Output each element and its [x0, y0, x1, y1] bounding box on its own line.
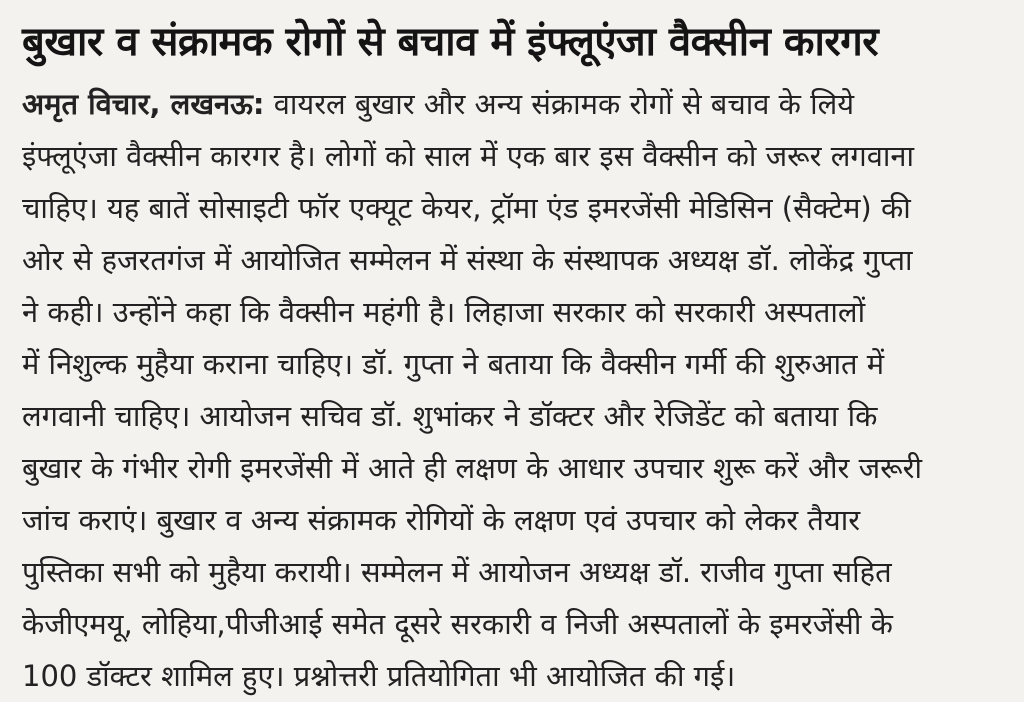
article-headline: बुखार व संक्रामक रोगों से बचाव में इंफ्लूएंजा वैक्सीन कारगर: [22, 19, 879, 65]
article-line-4: ओर से हजरतगंज में आयोजित सम्मेलन में संस्था के संस्थापक अध्यक्ष डॉ. लोकेंद्र गुप्ता: [22, 243, 913, 277]
article-dateline: अमृत विचार, लखनऊ:: [22, 87, 265, 121]
article-line-12: 100 डॉक्टर शामिल हुए। प्रश्नोत्तरी प्रतियोगिता भी आयोजित की गई।: [22, 659, 736, 693]
article-line-8: बुखार के गंभीर रोगी इमरजेंसी में आते ही लक्षण के आधार उपचार शुरू करें और जरूरी: [22, 451, 923, 485]
article-line-2: इंफ्लूएंजा वैक्सीन कारगर है। लोगों को साल में एक बार इस वैक्सीन को जरूर लगवाना: [22, 139, 914, 173]
article-body: [0, 70, 1024, 702]
article-line-10: पुस्तिका सभी को मुहैया करायी। सम्मेलन में आयोजन अध्यक्ष डॉ. राजीव गुप्ता सहित: [22, 555, 892, 589]
article-line-5: ने कही। उन्होंने कहा कि वैक्सीन महंगी है। लिहाजा सरकार को सरकारी अस्पतालों: [22, 295, 866, 329]
article-line-9: जांच कराएं। बुखार व अन्य संक्रामक रोगियों के लक्षण एवं उपचार को लेकर तैयार: [22, 503, 861, 537]
article-line-3: चाहिए। यह बातें सोसाइटी फॉर एक्यूट केयर, ट्रॉमा एंड इमरजेंसी मेडिसिन (सैक्टेम) की: [22, 191, 911, 225]
article-line-1-text: वायरल बुखार और अन्य संक्रामक रोगों से बचाव के लिये: [264, 87, 855, 121]
article-line-11: केजीएमयू, लोहिया,पीजीआई समेत दूसरे सरकारी व निजी अस्पतालों के इमरजेंसी के: [22, 607, 893, 641]
article-line-6: में निशुल्क मुहैया कराना चाहिए। डॉ. गुप्ता ने बताया कि वैक्सीन गर्मी की शुरुआत में: [22, 347, 885, 381]
article-line-7: लगवानी चाहिए। आयोजन सचिव डॉ. शुभांकर ने डॉक्टर और रेजिडेंट को बताया कि: [22, 399, 878, 433]
article-line-1: [22, 78, 1006, 130]
